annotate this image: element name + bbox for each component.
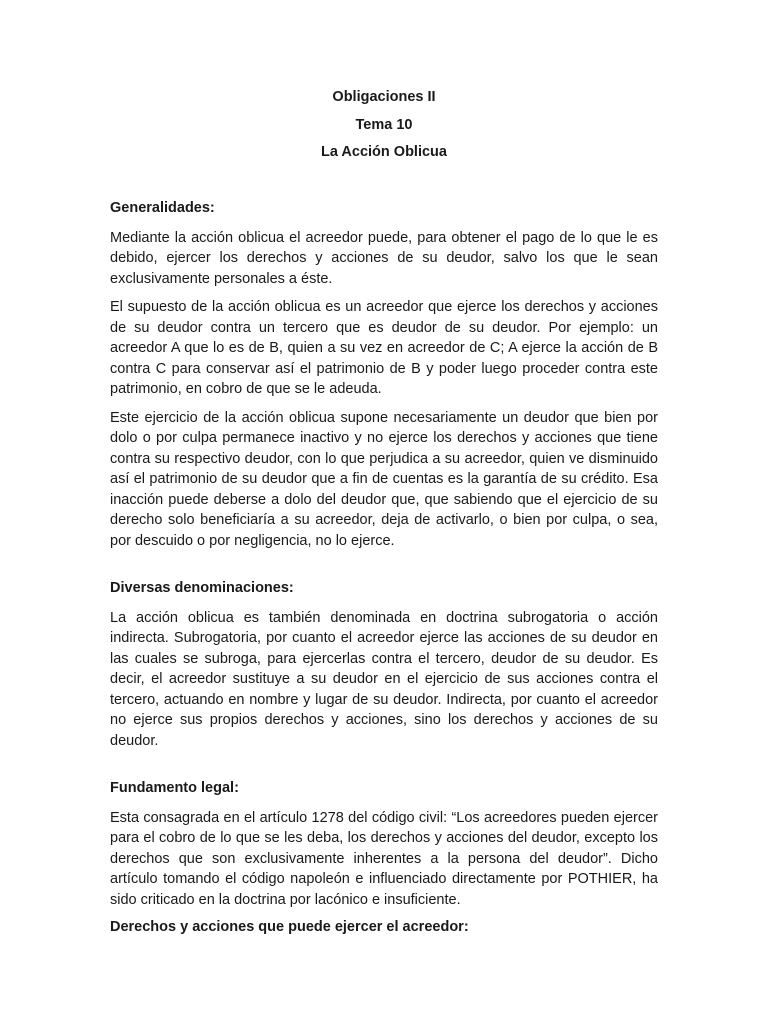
section-heading-fundamento: Fundamento legal: [110,780,239,796]
title-block [0,84,768,167]
paragraph: El supuesto de la acción oblicua es un acreedor que ejerce los derechos y acciones de su deudor contra un tercero que es deudor de su deudor. Por ejemplo: un acreedor A que lo es de B, quien a su vez en acreedor de C; A ejerce la acción de B contra C para conservar así el patrimonio de B y poder luego proceder contra este patrimonio, en cobro de que se le adeuda. [110,299,658,397]
section-heading-generalidades: Generalidades: [110,200,215,216]
paragraph: Esta consagrada en el artículo 1278 del código civil: “Los acreedores pueden ejercer para el cobro de lo que se les deba, los derechos y acciones del deudor, excepto los derechos que son exclusivamente inherentes a la persona del deudor”. Dicho artículo tomando el código napoleón e influenciado directamente por POTHIER, ha sido criticado en la doctrina por lacónico e insuficiente. [110,809,658,908]
paragraph: Este ejercicio de la acción oblicua supone necesariamente un deudor que bien por dolo o por culpa permanece inactivo y no ejerce los derechos y acciones que tiene contra su respectivo deudor, con lo que perjudica a su acreedor, quien ve disminuido así el patrimonio de su deudor que a fin de cuentas es la garantía de su crédito. Esa inacción puede deberse a dolo del deudor que, que sabiendo que el ejercicio de su derecho solo beneficiaría a su acreedor, deja de activarlo, o bien por culpa, o sea, por descuido o por negligencia, no lo ejerce. [110,409,658,549]
document-title: La Acción Oblicua [321,144,447,160]
topic-number: Tema 10 [355,116,413,133]
paragraph: Mediante la acción oblicua el acreedor puede, para obtener el pago de lo que le es debido, ejercer los derechos y acciones de su deudor, salvo los que le sean exclusivamente personales a éste. [110,229,658,287]
section-heading-derechos: Derechos y acciones que puede ejercer el acreedor: [110,919,469,935]
section-heading-denominaciones: Diversas denominaciones: [110,580,294,596]
course-title: Obligaciones II [332,89,436,105]
document-body [110,198,658,938]
paragraph: La acción oblicua es también denominada en doctrina subrogatoria o acción indirecta. Subrogatoria, por cuanto el acreedor ejerce las acciones de su deudor en las cuales se subroga, para ejercerlas contra el tercero, deudor de su deudor. Es decir, el acreedor sustituye a su deudor en el ejercicio de sus acciones contra el tercero, actuando en nombre y lugar de su deudor. Indirecta, por cuanto el acreedor no ejerce sus propios derechos y acciones, sino los derechos y acciones de su deudor. [110,609,658,749]
